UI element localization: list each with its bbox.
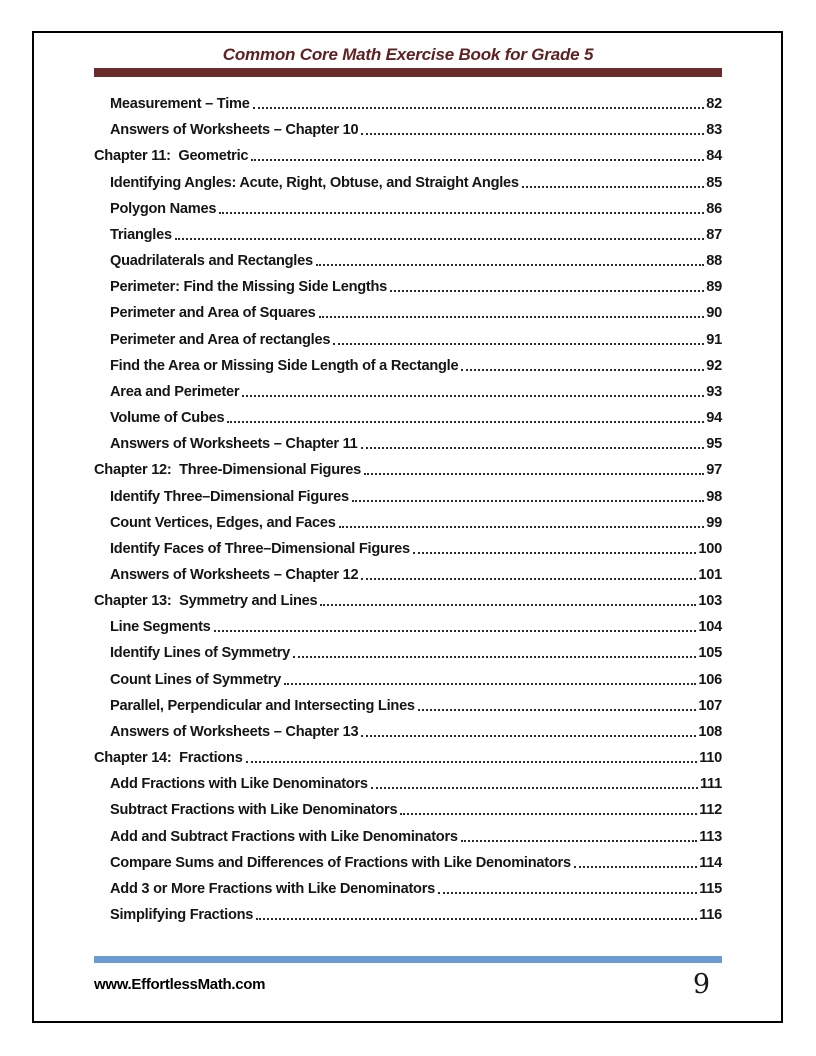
toc-entry-page: 114 bbox=[699, 854, 722, 871]
toc-entry-label: Chapter 11: Geometric bbox=[94, 148, 249, 165]
toc-entry[interactable] bbox=[94, 796, 722, 822]
toc-entry-label: Area and Perimeter bbox=[110, 383, 240, 400]
toc-entry-page: 112 bbox=[699, 802, 722, 819]
toc-entry-label: Answers of Worksheets – Chapter 11 bbox=[110, 436, 358, 453]
dot-leader bbox=[253, 107, 705, 109]
toc-entry[interactable] bbox=[94, 482, 722, 508]
dot-leader bbox=[400, 813, 697, 815]
dot-leader bbox=[352, 500, 704, 502]
toc-entry[interactable] bbox=[94, 404, 722, 430]
toc-entry-label: Answers of Worksheets – Chapter 10 bbox=[110, 122, 359, 139]
toc-entry[interactable] bbox=[94, 456, 722, 482]
dot-leader bbox=[461, 369, 704, 371]
toc-entry[interactable] bbox=[94, 561, 722, 587]
dot-leader bbox=[371, 787, 698, 789]
toc-entry-page: 82 bbox=[706, 96, 722, 113]
toc-entry[interactable] bbox=[94, 247, 722, 273]
page-number: 9 bbox=[692, 968, 710, 1000]
toc-entry-label: Answers of Worksheets – Chapter 12 bbox=[110, 566, 359, 583]
dot-leader bbox=[214, 630, 697, 632]
toc-entry[interactable] bbox=[94, 875, 722, 901]
toc-entry-page: 85 bbox=[706, 174, 722, 191]
toc-entry-label: Identify Three–Dimensional Figures bbox=[110, 488, 349, 505]
toc-entry-page: 86 bbox=[706, 200, 722, 217]
toc-entry[interactable] bbox=[94, 535, 722, 561]
toc-entry-label: Count Vertices, Edges, and Faces bbox=[110, 514, 336, 531]
toc-entry-page: 110 bbox=[699, 750, 722, 767]
toc-entry[interactable] bbox=[94, 587, 722, 613]
toc-entry-label: Perimeter and Area of Squares bbox=[110, 305, 316, 322]
dot-leader bbox=[339, 526, 705, 528]
dot-leader bbox=[293, 656, 696, 658]
toc-entry-label: Count Lines of Symmetry bbox=[110, 671, 282, 688]
toc-entry[interactable] bbox=[94, 221, 722, 247]
toc-entry-label: Identify Lines of Symmetry bbox=[110, 645, 291, 662]
toc-entry[interactable] bbox=[94, 90, 722, 116]
dot-leader bbox=[361, 447, 705, 449]
toc-entry-page: 91 bbox=[706, 331, 722, 348]
toc-entry-page: 107 bbox=[698, 697, 722, 714]
toc-entry-page: 104 bbox=[698, 619, 722, 636]
toc-entry-label: Add and Subtract Fractions with Like Denominators bbox=[110, 828, 458, 845]
website-link[interactable]: www.EffortlessMath.com bbox=[94, 975, 266, 993]
dot-leader bbox=[284, 683, 696, 685]
document-page bbox=[32, 31, 783, 1023]
toc-entry[interactable] bbox=[94, 195, 722, 221]
toc-entry-page: 87 bbox=[706, 226, 722, 243]
toc-entry-label: Perimeter: Find the Missing Side Lengths bbox=[110, 279, 388, 296]
toc-entry-page: 95 bbox=[706, 436, 722, 453]
toc-entry[interactable] bbox=[94, 849, 722, 875]
dot-leader bbox=[256, 918, 697, 920]
dot-leader bbox=[574, 866, 697, 868]
toc-entry-label: Identifying Angles: Acute, Right, Obtuse, and Straight Angles bbox=[110, 174, 519, 191]
page-footer bbox=[94, 967, 722, 1001]
toc-entry-label: Identify Faces of Three–Dimensional Figures bbox=[110, 540, 410, 557]
toc-entry-label: Line Segments bbox=[110, 619, 211, 636]
toc-entry[interactable] bbox=[94, 665, 722, 691]
dot-leader bbox=[333, 343, 704, 345]
toc-entry-page: 106 bbox=[698, 671, 722, 688]
dot-leader bbox=[522, 186, 704, 188]
toc-entry[interactable] bbox=[94, 352, 722, 378]
toc-entry-page: 105 bbox=[698, 645, 722, 662]
toc-entry[interactable] bbox=[94, 901, 722, 927]
toc-entry[interactable] bbox=[94, 325, 722, 351]
toc-entry[interactable] bbox=[94, 273, 722, 299]
toc-entry-label: Subtract Fractions with Like Denominators bbox=[110, 802, 398, 819]
toc-entry[interactable] bbox=[94, 639, 722, 665]
toc-entry-page: 83 bbox=[706, 122, 722, 139]
dot-leader bbox=[227, 421, 704, 423]
toc-entry-page: 88 bbox=[706, 253, 722, 270]
footer-rule bbox=[94, 956, 722, 963]
toc-entry-label: Find the Area or Missing Side Length of a Rectangle bbox=[110, 357, 459, 374]
table-of-contents bbox=[94, 90, 722, 927]
dot-leader bbox=[175, 238, 704, 240]
toc-entry-label: Add Fractions with Like Denominators bbox=[110, 776, 368, 793]
toc-entry-page: 89 bbox=[706, 279, 722, 296]
toc-entry[interactable] bbox=[94, 744, 722, 770]
toc-entry-page: 98 bbox=[706, 488, 722, 505]
toc-entry-label: Volume of Cubes bbox=[110, 410, 225, 427]
dot-leader bbox=[361, 578, 696, 580]
toc-entry-label: Simplifying Fractions bbox=[110, 907, 254, 923]
toc-entry-page: 84 bbox=[706, 148, 722, 165]
dot-leader bbox=[251, 159, 704, 161]
toc-entry[interactable] bbox=[94, 613, 722, 639]
toc-entry[interactable] bbox=[94, 718, 722, 744]
toc-entry[interactable] bbox=[94, 770, 722, 796]
toc-entry[interactable] bbox=[94, 378, 722, 404]
toc-entry[interactable] bbox=[94, 692, 722, 718]
toc-entry-label: Triangles bbox=[110, 226, 172, 243]
dot-leader bbox=[361, 735, 696, 737]
toc-entry[interactable] bbox=[94, 168, 722, 194]
toc-entry-label: Perimeter and Area of rectangles bbox=[110, 331, 331, 348]
toc-entry-label: Answers of Worksheets – Chapter 13 bbox=[110, 723, 359, 740]
toc-entry-label: Add 3 or More Fractions with Like Denominators bbox=[110, 880, 436, 897]
toc-entry-page: 99 bbox=[706, 514, 722, 531]
toc-entry-label: Chapter 12: Three-Dimensional Figures bbox=[94, 462, 362, 479]
toc-entry-page: 90 bbox=[706, 305, 722, 322]
toc-entry-label: Quadrilaterals and Rectangles bbox=[110, 253, 313, 270]
dot-leader bbox=[219, 212, 704, 214]
toc-entry[interactable] bbox=[94, 116, 722, 142]
toc-entry[interactable] bbox=[94, 142, 722, 168]
toc-entry-page: 113 bbox=[699, 828, 722, 845]
toc-entry-page: 94 bbox=[706, 410, 722, 427]
dot-leader bbox=[364, 473, 704, 475]
toc-entry[interactable] bbox=[94, 299, 722, 325]
toc-entry-label: Measurement – Time bbox=[110, 96, 250, 113]
dot-leader bbox=[361, 133, 704, 135]
toc-entry-page: 116 bbox=[699, 907, 722, 923]
dot-leader bbox=[461, 840, 697, 842]
toc-entry-page: 97 bbox=[706, 462, 722, 479]
toc-entry-label: Compare Sums and Differences of Fractions with Like Denominators bbox=[110, 854, 571, 871]
toc-entry-label: Chapter 14: Fractions bbox=[94, 750, 243, 767]
dot-leader bbox=[418, 709, 697, 711]
toc-entry[interactable] bbox=[94, 509, 722, 535]
toc-entry[interactable] bbox=[94, 822, 722, 848]
toc-entry-page: 111 bbox=[700, 776, 722, 793]
header-rule bbox=[94, 68, 722, 77]
toc-entry-label: Chapter 13: Symmetry and Lines bbox=[94, 593, 318, 610]
dot-leader bbox=[413, 552, 697, 554]
dot-leader bbox=[390, 290, 704, 292]
toc-entry-label: Parallel, Perpendicular and Intersecting Lines bbox=[110, 697, 415, 714]
dot-leader bbox=[246, 761, 698, 763]
dot-leader bbox=[319, 316, 705, 318]
toc-entry-label: Polygon Names bbox=[110, 200, 217, 217]
toc-entry-page: 108 bbox=[698, 723, 722, 740]
book-title: Common Core Math Exercise Book for Grade 5 bbox=[222, 45, 594, 64]
toc-entry-page: 101 bbox=[698, 566, 722, 583]
dot-leader bbox=[242, 395, 704, 397]
toc-entry-page: 100 bbox=[698, 540, 722, 557]
dot-leader bbox=[320, 604, 696, 606]
dot-leader bbox=[438, 892, 697, 894]
dot-leader bbox=[316, 264, 704, 266]
toc-entry-page: 92 bbox=[706, 357, 722, 374]
toc-entry-page: 115 bbox=[699, 880, 722, 897]
toc-entry-page: 103 bbox=[698, 593, 722, 610]
toc-entry[interactable] bbox=[94, 430, 722, 456]
toc-entry-page: 93 bbox=[706, 383, 722, 400]
